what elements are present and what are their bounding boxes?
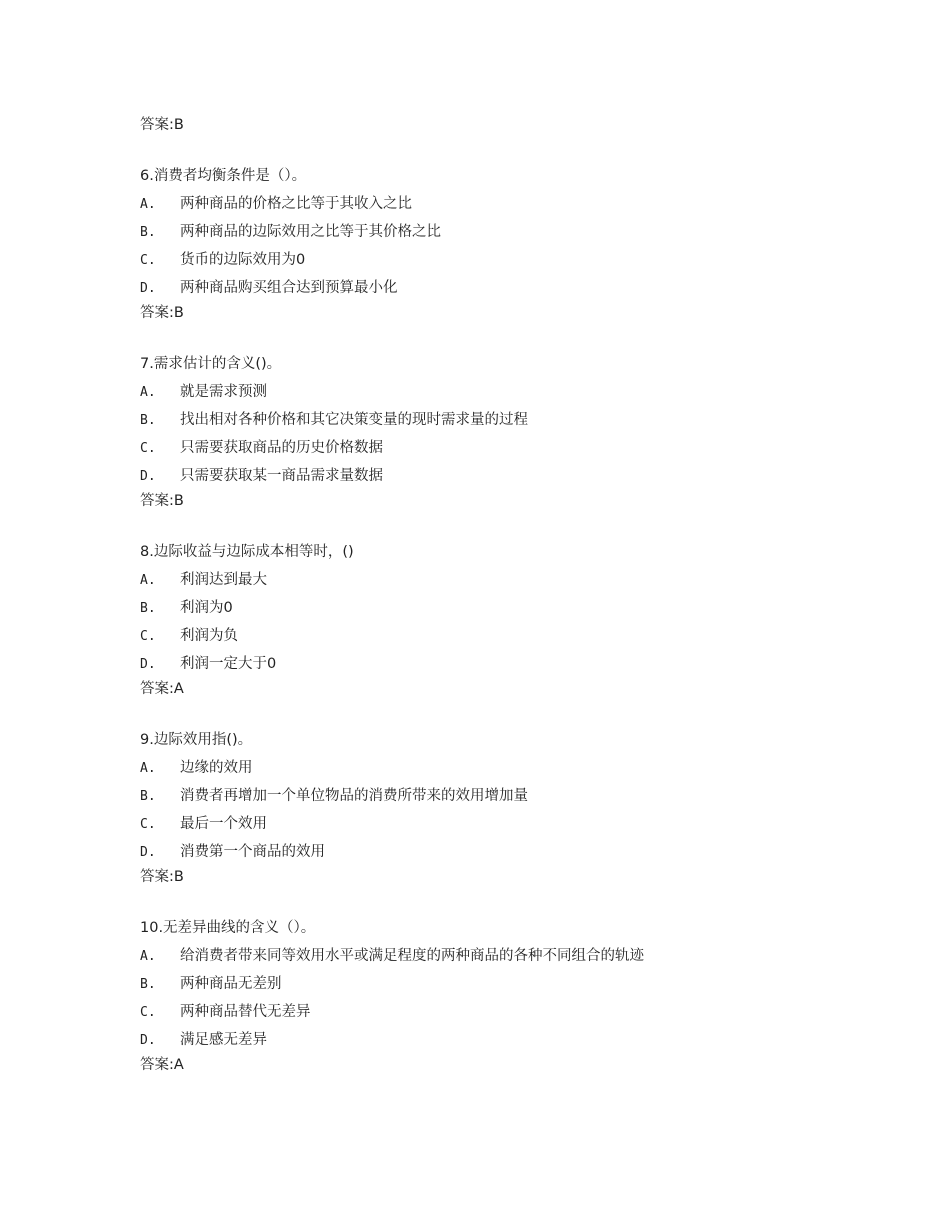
option-text: 只需要获取商品的历史价格数据 xyxy=(180,440,383,456)
question-block-10 xyxy=(140,914,900,1076)
option-letter: D. xyxy=(140,1033,156,1048)
option-list xyxy=(140,754,900,866)
option-text: 利润为0 xyxy=(180,600,233,616)
question-block-7 xyxy=(140,350,900,512)
option-row xyxy=(140,566,900,594)
question-answer: 答案:B xyxy=(140,493,184,509)
question-answer: 答案:B xyxy=(140,305,184,321)
option-letter: B. xyxy=(140,977,156,992)
option-letter: D. xyxy=(140,281,156,296)
option-text: 两种商品购买组合达到预算最小化 xyxy=(180,280,398,296)
option-row xyxy=(140,462,900,490)
question-block-6 xyxy=(140,162,900,324)
option-row xyxy=(140,810,900,838)
question-title: 9.边际效用指()。 xyxy=(140,732,253,748)
option-letter: C. xyxy=(140,441,156,456)
option-text: 满足感无差异 xyxy=(180,1032,267,1048)
option-row xyxy=(140,838,900,866)
option-letter: D. xyxy=(140,845,156,860)
option-text: 利润达到最大 xyxy=(180,572,267,588)
option-row xyxy=(140,190,900,218)
option-row xyxy=(140,998,900,1026)
option-row xyxy=(140,378,900,406)
option-row xyxy=(140,274,900,302)
option-letter: B. xyxy=(140,413,156,428)
option-letter: C. xyxy=(140,817,156,832)
option-list xyxy=(140,942,900,1054)
option-text: 利润为负 xyxy=(180,628,238,644)
document-page xyxy=(140,114,900,1076)
option-row xyxy=(140,650,900,678)
question-title: 6.消费者均衡条件是（）。 xyxy=(140,168,307,184)
option-text: 就是需求预测 xyxy=(180,384,267,400)
question-title: 8.边际收益与边际成本相等时，() xyxy=(140,544,354,560)
question-title: 7.需求估计的含义()。 xyxy=(140,356,282,372)
option-text: 利润一定大于0 xyxy=(180,656,277,672)
option-letter: C. xyxy=(140,253,156,268)
option-row xyxy=(140,594,900,622)
option-row xyxy=(140,1026,900,1054)
option-list xyxy=(140,190,900,302)
option-text: 两种商品的边际效用之比等于其价格之比 xyxy=(180,224,441,240)
option-text: 两种商品替代无差异 xyxy=(180,1004,311,1020)
option-text: 消费者再增加一个单位物品的消费所带来的效用增加量 xyxy=(180,788,528,804)
option-letter: C. xyxy=(140,629,156,644)
option-letter: B. xyxy=(140,789,156,804)
option-text: 货币的边际效用为0 xyxy=(180,252,306,268)
option-text: 最后一个效用 xyxy=(180,816,267,832)
question-list xyxy=(140,162,900,1076)
option-row xyxy=(140,246,900,274)
option-row xyxy=(140,434,900,462)
option-row xyxy=(140,754,900,782)
option-text: 给消费者带来同等效用水平或满足程度的两种商品的各种不同组合的轨迹 xyxy=(180,948,644,964)
option-text: 边缘的效用 xyxy=(180,760,253,776)
option-letter: A. xyxy=(140,949,156,964)
option-letter: A. xyxy=(140,761,156,776)
option-letter: B. xyxy=(140,225,156,240)
option-text: 两种商品的价格之比等于其收入之比 xyxy=(180,196,412,212)
option-list xyxy=(140,378,900,490)
option-row xyxy=(140,782,900,810)
previous-answer: 答案:B xyxy=(140,117,184,133)
option-letter: B. xyxy=(140,601,156,616)
option-letter: A. xyxy=(140,573,156,588)
option-text: 消费第一个商品的效用 xyxy=(180,844,325,860)
option-text: 两种商品无差别 xyxy=(180,976,282,992)
option-row xyxy=(140,218,900,246)
option-list xyxy=(140,566,900,678)
question-answer: 答案:B xyxy=(140,869,184,885)
option-row xyxy=(140,406,900,434)
question-title: 10.无差异曲线的含义（）。 xyxy=(140,920,316,936)
option-row xyxy=(140,622,900,650)
option-letter: A. xyxy=(140,197,156,212)
question-block-9 xyxy=(140,726,900,888)
question-block-8 xyxy=(140,538,900,700)
question-answer: 答案:A xyxy=(140,1057,184,1073)
option-letter: D. xyxy=(140,469,156,484)
option-letter: A. xyxy=(140,385,156,400)
option-text: 找出相对各种价格和其它决策变量的现时需求量的过程 xyxy=(180,412,528,428)
option-letter: D. xyxy=(140,657,156,672)
option-row xyxy=(140,970,900,998)
question-answer: 答案:A xyxy=(140,681,184,697)
option-text: 只需要获取某一商品需求量数据 xyxy=(180,468,383,484)
option-row xyxy=(140,942,900,970)
option-letter: C. xyxy=(140,1005,156,1020)
